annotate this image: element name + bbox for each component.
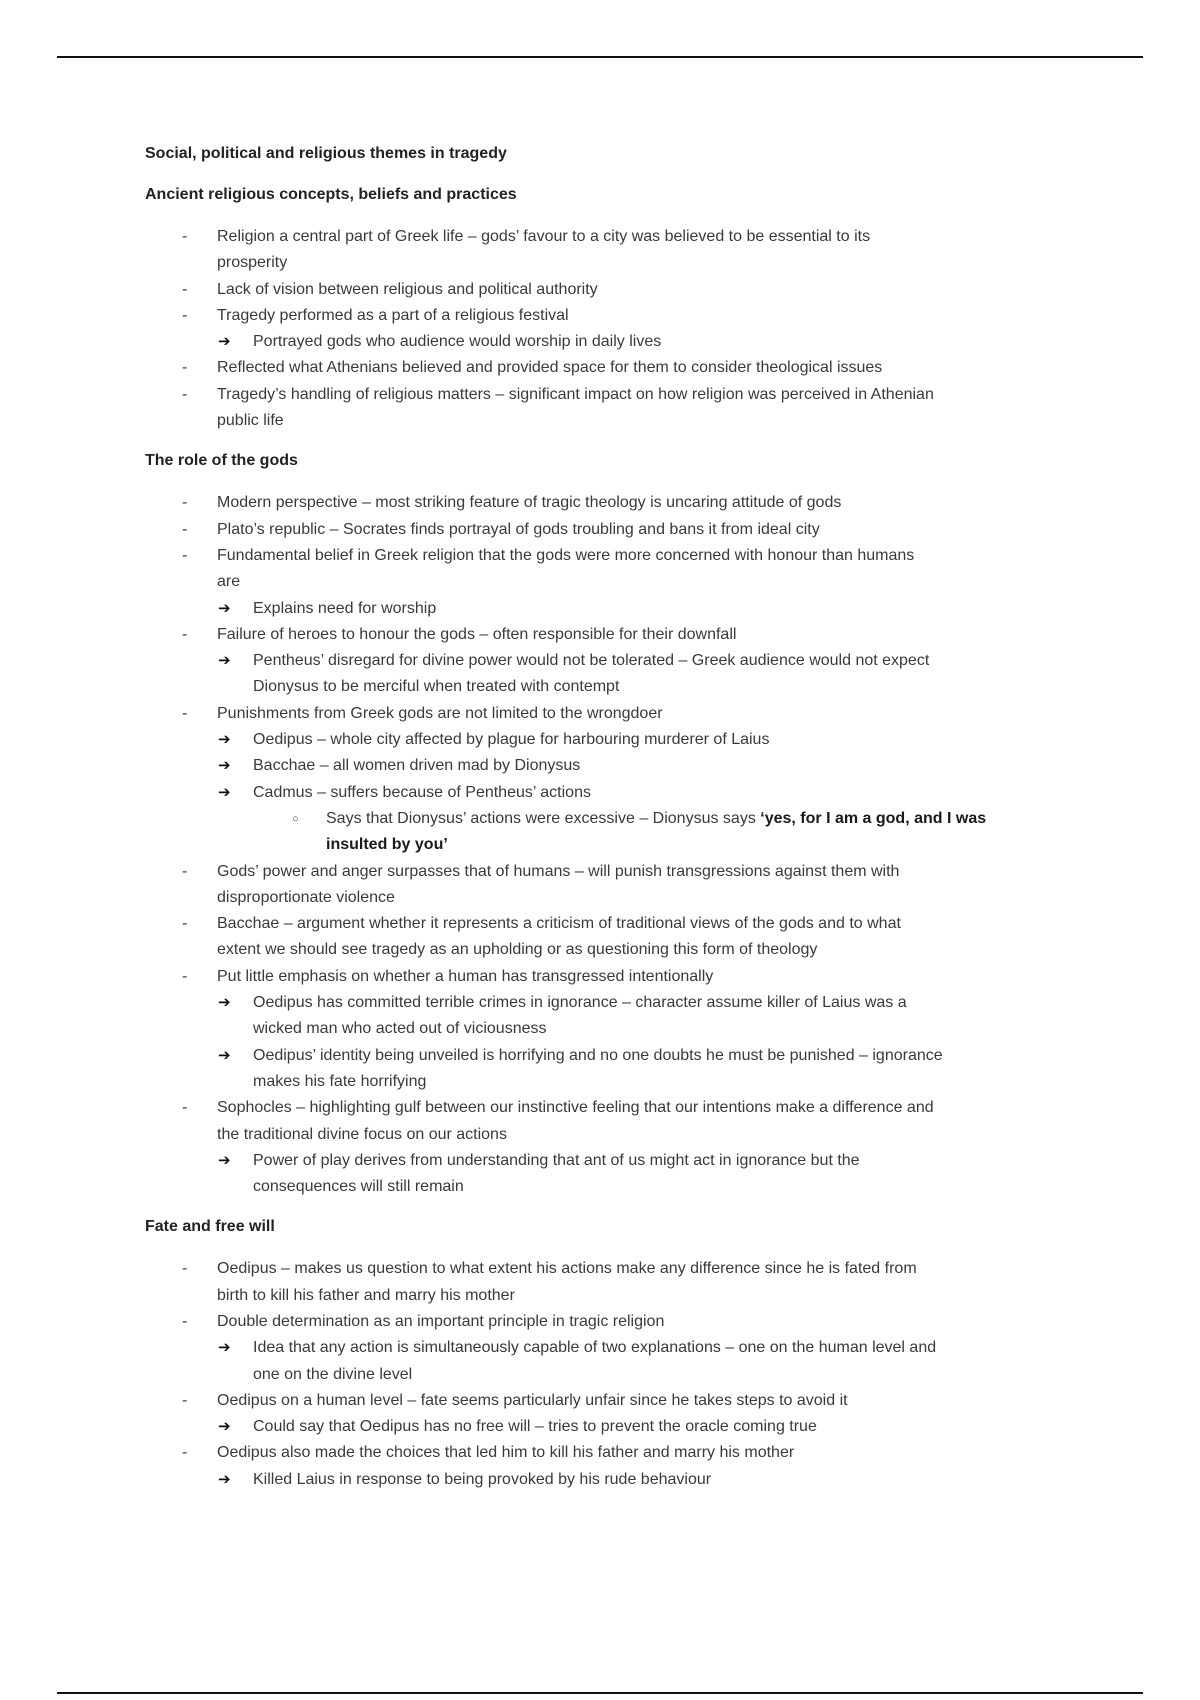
list-item-text: Portrayed gods who audience would worship in daily lives bbox=[253, 333, 662, 351]
list-item-text: Put little emphasis on whether a human has transgressed intentionally bbox=[217, 967, 714, 985]
arrow-icon: ➔ bbox=[218, 757, 231, 775]
list-item bbox=[145, 780, 1065, 806]
list-item-text: Bacchae – argument whether it represents a criticism of traditional views of the gods and to what bbox=[217, 915, 901, 933]
dash-bullet: - bbox=[182, 228, 188, 245]
list-item-text: consequences will still remain bbox=[253, 1178, 464, 1196]
list-item-text: Oedipus’ identity being unveiled is horrifying and no one doubts he must be punished – ignorance bbox=[253, 1046, 943, 1064]
dash-bullet: - bbox=[182, 625, 188, 643]
list-item-text: Tragedy performed as a part of a religious festival bbox=[217, 306, 569, 324]
section bbox=[145, 1216, 1065, 1493]
section-heading: Ancient religious concepts, beliefs and practices bbox=[145, 186, 517, 203]
arrow-icon: ➔ bbox=[218, 1339, 231, 1357]
dash-bullet: - bbox=[182, 862, 188, 880]
list-item-text: public life bbox=[217, 412, 284, 430]
footer-rule bbox=[57, 1692, 1143, 1694]
list-item-text: Dionysus to be merciful when treated with contempt bbox=[253, 678, 620, 696]
dash-bullet: - bbox=[182, 704, 188, 722]
list-item-continuation bbox=[145, 832, 1065, 858]
section-heading: The role of the gods bbox=[145, 452, 298, 470]
list-item bbox=[145, 224, 1065, 250]
list-item bbox=[145, 622, 1065, 648]
list-item bbox=[145, 727, 1065, 753]
list-item bbox=[145, 277, 1065, 303]
dash-bullet: - bbox=[182, 1391, 188, 1409]
list-item bbox=[145, 753, 1065, 779]
list-item-text: Plato’s republic – Socrates finds portrayal of gods troubling and bans it from ideal city bbox=[217, 520, 820, 538]
list-item-continuation bbox=[145, 1122, 1065, 1148]
list-item-text: Killed Laius in response to being provoked by his rude behaviour bbox=[253, 1470, 712, 1488]
list-item-continuation bbox=[145, 408, 1065, 434]
list-item bbox=[145, 648, 1065, 674]
list-item-text: are bbox=[217, 573, 241, 591]
list-item-text: Oedipus has committed terrible crimes in ignorance – character assume killer of Laius was a bbox=[253, 994, 907, 1012]
arrow-icon: ➔ bbox=[218, 731, 231, 749]
arrow-icon: ➔ bbox=[218, 994, 231, 1012]
list-item bbox=[145, 1148, 1065, 1174]
arrow-icon: ➔ bbox=[218, 1418, 231, 1436]
list-item-text: Lack of vision between religious and political authority bbox=[217, 280, 598, 298]
list-item-text: Oedipus – whole city affected by plague for harbouring murderer of Laius bbox=[253, 731, 770, 749]
list-item bbox=[145, 1440, 1065, 1466]
list-item-text: the traditional divine focus on our actions bbox=[217, 1125, 507, 1143]
list-item-text: Power of play derives from understanding that ant of us might act in ignorance but the bbox=[253, 1151, 860, 1169]
arrow-icon: ➔ bbox=[218, 599, 231, 617]
list-item bbox=[145, 859, 1065, 885]
list-item-continuation bbox=[145, 1362, 1065, 1388]
list-item bbox=[145, 490, 1065, 516]
list-item-text: Says that Dionysus’ actions were excessive – Dionysus says bbox=[326, 809, 761, 827]
list-item-text: Fundamental belief in Greek religion that the gods were more concerned with honour than humans bbox=[217, 546, 915, 564]
list-item-text: wicked man who acted out of viciousness bbox=[253, 1020, 547, 1038]
dash-bullet: - bbox=[182, 1260, 188, 1278]
dash-bullet: - bbox=[182, 494, 188, 512]
list-item-text: Gods’ power and anger surpasses that of humans – will punish transgressions against them with bbox=[217, 862, 900, 880]
arrow-icon: ➔ bbox=[218, 783, 231, 801]
list-item bbox=[145, 701, 1065, 727]
sections-container bbox=[145, 184, 1065, 1493]
list-item-text: Religion a central part of Greek life – gods’ favour to a city was believed to be essential to its bbox=[217, 228, 871, 245]
dash-bullet: - bbox=[182, 546, 188, 564]
list-item bbox=[145, 329, 1065, 355]
list-item bbox=[145, 964, 1065, 990]
arrow-icon: ➔ bbox=[218, 1470, 231, 1488]
list-item bbox=[145, 517, 1065, 543]
list-item-text: Bacchae – all women driven mad by Dionysus bbox=[253, 757, 581, 775]
dash-bullet: - bbox=[182, 967, 188, 985]
list-item-continuation bbox=[145, 937, 1065, 963]
section bbox=[145, 450, 1065, 1200]
list-item-text: Explains need for worship bbox=[253, 599, 437, 617]
section bbox=[145, 184, 1065, 434]
list-item-text: Oedipus – makes us question to what extent his actions make any difference since he is fated from bbox=[217, 1260, 917, 1278]
list-item-continuation bbox=[145, 674, 1065, 700]
list-item-continuation bbox=[145, 1174, 1065, 1200]
list-item-text: Double determination as an important principle in tragic religion bbox=[217, 1312, 665, 1330]
list-item bbox=[145, 990, 1065, 1016]
dash-bullet: - bbox=[182, 1099, 188, 1117]
list-item-text: Oedipus on a human level – fate seems particularly unfair since he takes steps to avoid it bbox=[217, 1391, 848, 1409]
list-item-text: disproportionate violence bbox=[217, 888, 395, 906]
section-heading: Fate and free will bbox=[145, 1218, 275, 1236]
circle-bullet-icon: ○ bbox=[292, 812, 299, 825]
list-item bbox=[145, 1335, 1065, 1361]
list-item bbox=[145, 1309, 1065, 1335]
list-item-text: Tragedy’s handling of religious matters – significant impact on how religion was perceived in Athenian bbox=[217, 385, 934, 403]
list-item bbox=[145, 1043, 1065, 1069]
list-item-text: Sophocles – highlighting gulf between our instinctive feeling that our intentions make a difference and bbox=[217, 1099, 934, 1117]
list-item-text: Punishments from Greek gods are not limited to the wrongdoer bbox=[217, 704, 663, 722]
list-item-continuation bbox=[145, 1283, 1065, 1309]
list-item-text: Oedipus also made the choices that led him to kill his father and marry his mother bbox=[217, 1444, 795, 1462]
list-item bbox=[145, 806, 1065, 832]
list-item bbox=[145, 1095, 1065, 1121]
list-item-text: birth to kill his father and marry his mother bbox=[217, 1286, 515, 1304]
list-item-text: Reflected what Athenians believed and provided space for them to consider theological issues bbox=[217, 359, 883, 377]
list-item bbox=[145, 1256, 1065, 1282]
list-item-text: Failure of heroes to honour the gods – often responsible for their downfall bbox=[217, 625, 737, 643]
list-item-continuation bbox=[145, 1016, 1065, 1042]
list-item-continuation bbox=[145, 1069, 1065, 1095]
list-item bbox=[145, 1414, 1065, 1440]
document-body bbox=[145, 143, 1065, 1509]
dash-bullet: - bbox=[182, 1312, 188, 1330]
list-item-text: one on the divine level bbox=[253, 1365, 413, 1383]
arrow-icon: ➔ bbox=[218, 652, 231, 670]
arrow-icon: ➔ bbox=[218, 1046, 231, 1064]
list-item-continuation bbox=[145, 569, 1065, 595]
list-item bbox=[145, 382, 1065, 408]
quote-text: ‘yes, for I am a god, and I was bbox=[760, 809, 987, 827]
list-item-text: extent we should see tragedy as an upholding or as questioning this form of theology bbox=[217, 941, 818, 959]
dash-bullet: - bbox=[182, 1444, 188, 1462]
list-item bbox=[145, 596, 1065, 622]
arrow-icon: ➔ bbox=[218, 333, 231, 351]
list-item bbox=[145, 1467, 1065, 1493]
list-item-continuation bbox=[145, 250, 1065, 276]
list-item bbox=[145, 355, 1065, 381]
list-item-text: Modern perspective – most striking feature of tragic theology is uncaring attitude of gods bbox=[217, 494, 842, 512]
arrow-icon: ➔ bbox=[218, 1151, 231, 1169]
list-item bbox=[145, 303, 1065, 329]
list-item bbox=[145, 911, 1065, 937]
list-item-continuation bbox=[145, 885, 1065, 911]
list-item-text: prosperity bbox=[217, 254, 288, 272]
dash-bullet: - bbox=[182, 385, 188, 403]
list-item-text: Cadmus – suffers because of Pentheus’ actions bbox=[253, 783, 591, 801]
list-item-text: Pentheus’ disregard for divine power would not be tolerated – Greek audience would not expect bbox=[253, 652, 930, 670]
dash-bullet: - bbox=[182, 280, 188, 298]
document-title: Social, political and religious themes in tragedy bbox=[145, 145, 507, 162]
list-item-text: Idea that any action is simultaneously capable of two explanations – one on the human level and bbox=[253, 1339, 937, 1357]
dash-bullet: - bbox=[182, 520, 188, 538]
dash-bullet: - bbox=[182, 306, 188, 324]
header-rule bbox=[57, 56, 1143, 58]
dash-bullet: - bbox=[182, 915, 188, 933]
quote-text: insulted by you’ bbox=[326, 836, 448, 854]
dash-bullet: - bbox=[182, 359, 188, 377]
list-item-text: Could say that Oedipus has no free will – tries to prevent the oracle coming true bbox=[253, 1418, 817, 1436]
list-item bbox=[145, 1388, 1065, 1414]
list-item-text: makes his fate horrifying bbox=[253, 1072, 427, 1090]
list-item bbox=[145, 543, 1065, 569]
